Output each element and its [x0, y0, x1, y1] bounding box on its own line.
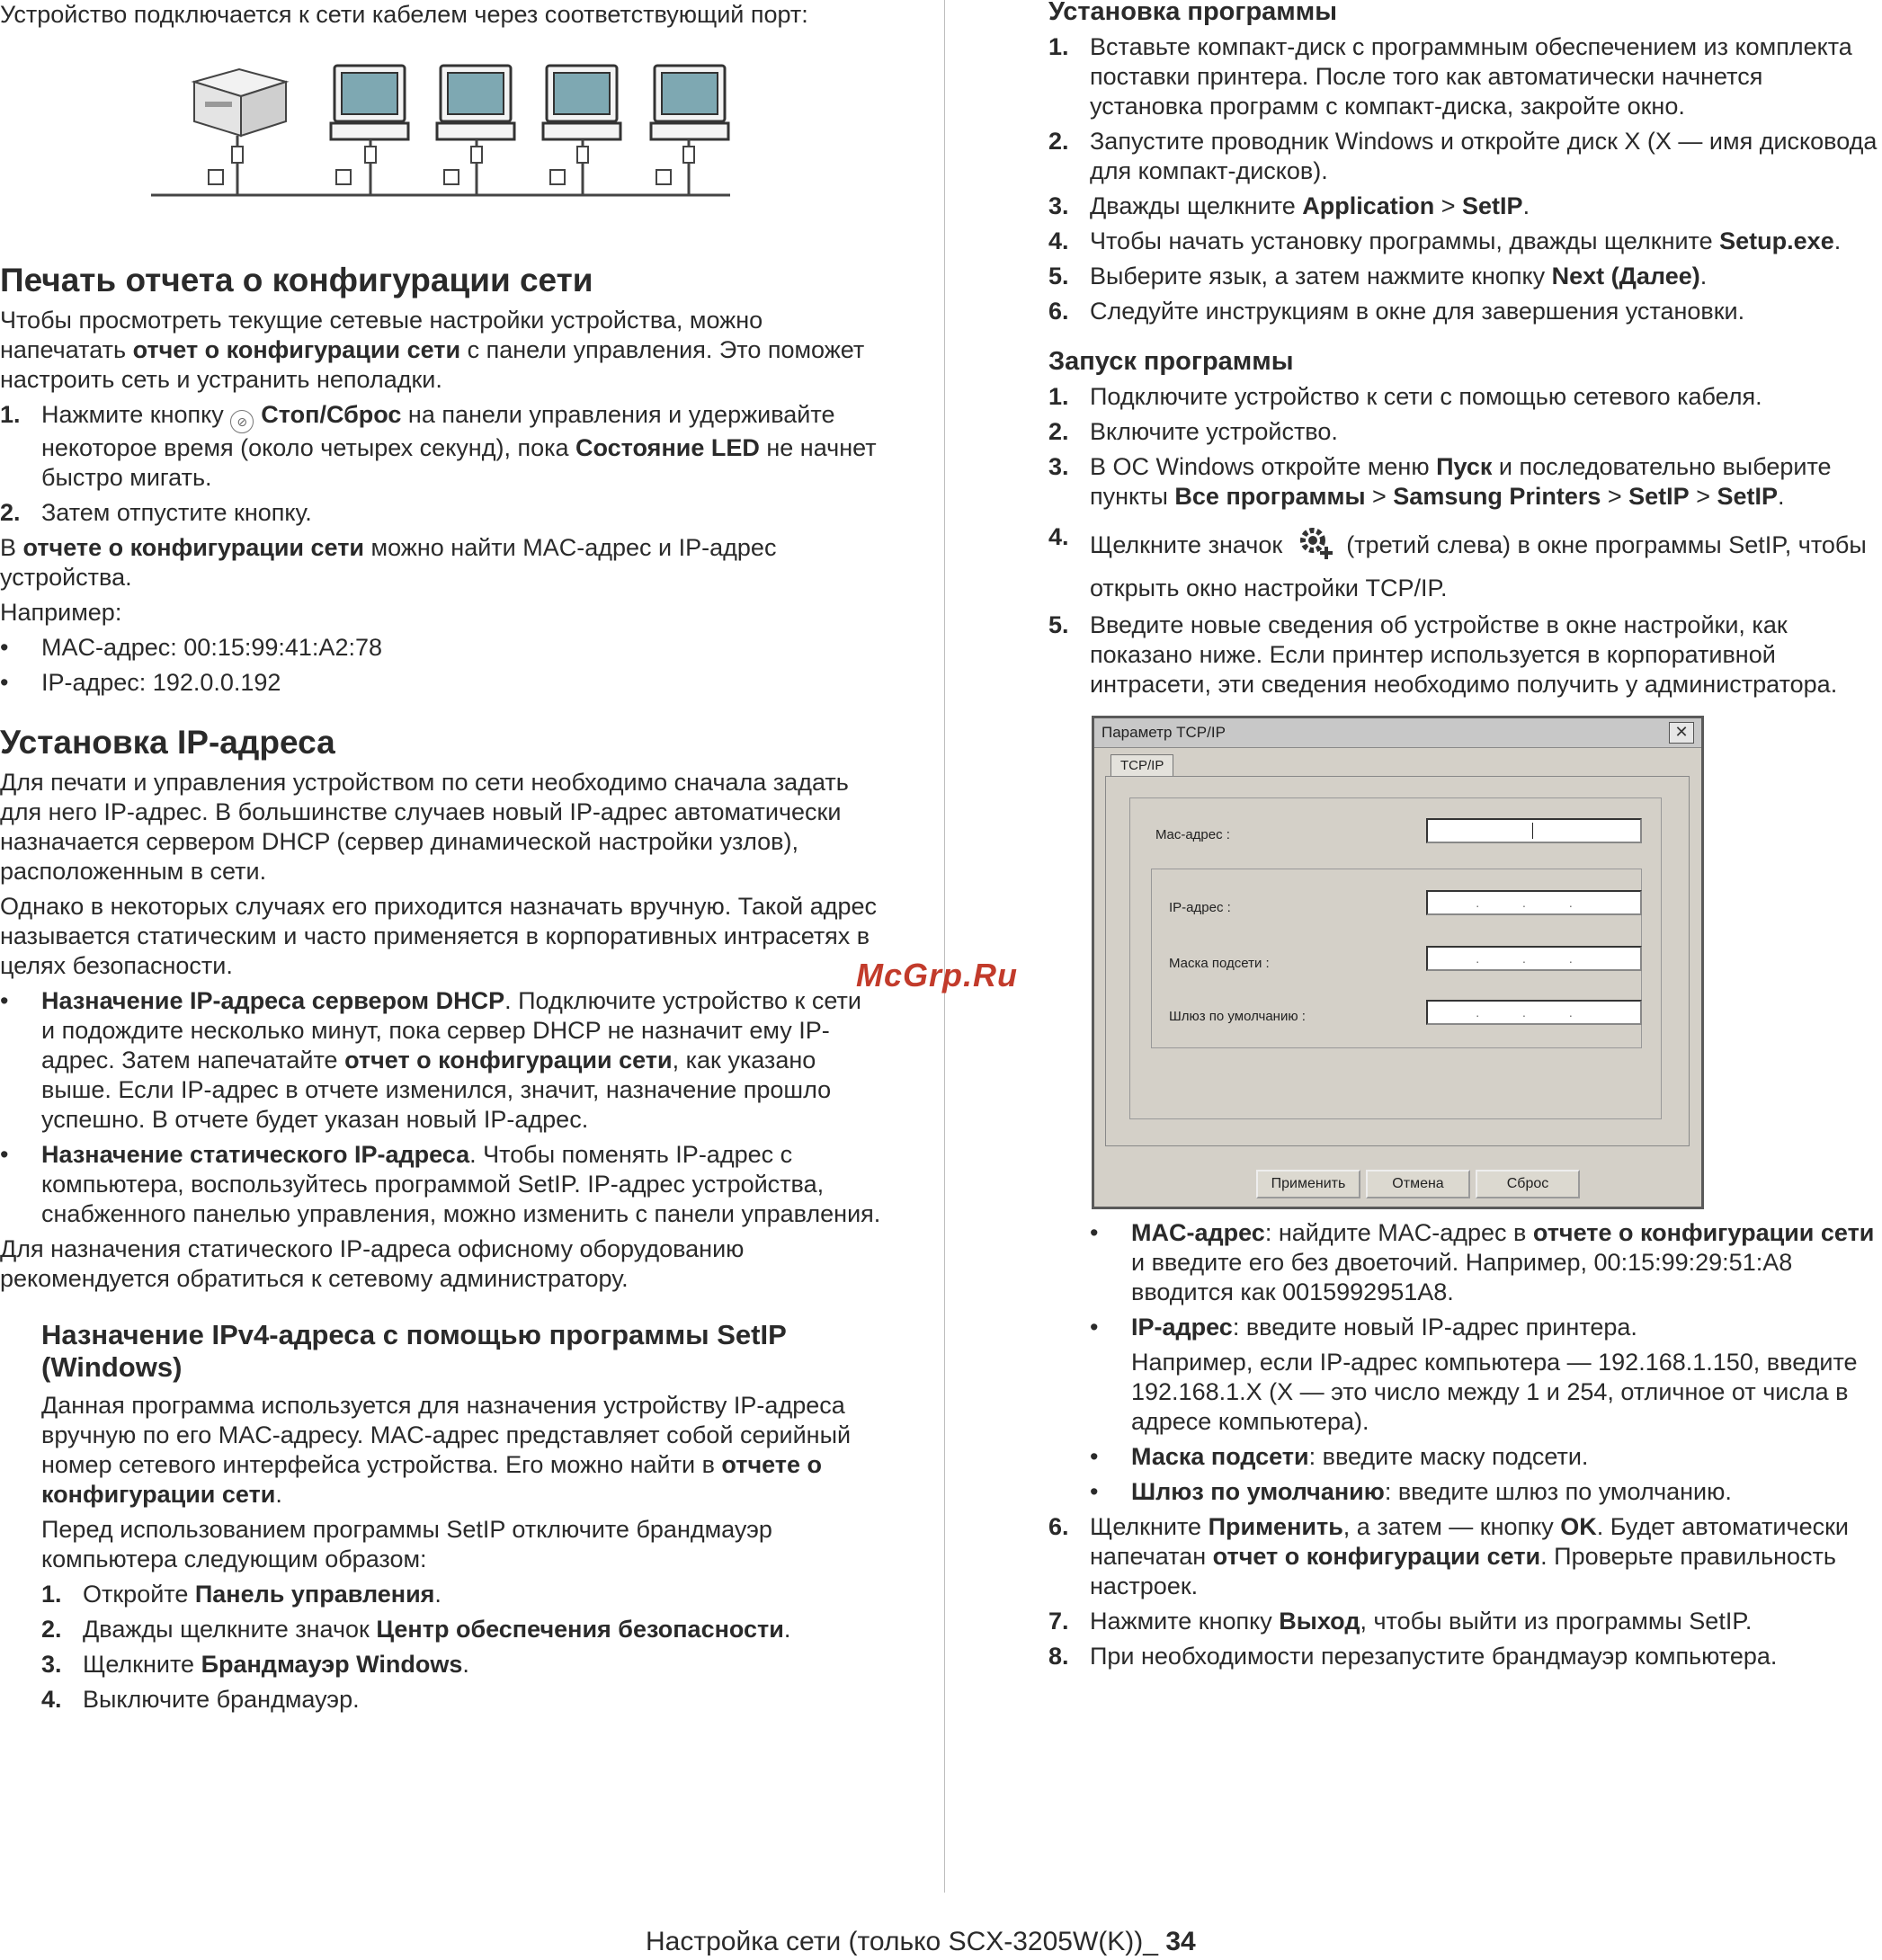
- paragraph: Например, если IP-адрес компьютера — 192.168.1.150, введите 192.168.1.X (X — это число между 1 и 254, отличное от числа в адресе компьютера).: [1131, 1349, 1858, 1435]
- network-diagram: [0, 46, 881, 239]
- list-item: 2. Дважды щелкните значок Центр обеспечения безопасности.: [41, 1616, 791, 1643]
- section-title-ip-setup: Установка IP-адреса: [0, 724, 335, 761]
- apply-button[interactable]: Применить: [1256, 1170, 1360, 1198]
- list-item: 3. Дважды щелкните Application > SetIP.: [1048, 192, 1530, 219]
- list-item: 6. Щелкните Применить, а затем — кнопку OK. Будет автоматически напечатан отчет о конфигурации сети. Проверьте правильность настроек.: [1048, 1513, 1849, 1599]
- list-item: • Маска подсети: введите маску подсети.: [1090, 1443, 1589, 1470]
- paragraph: Для назначения статического IP-адреса офисному оборудованию рекомендуется обратиться к сетевому администратору.: [0, 1235, 745, 1292]
- text-cursor: [1532, 823, 1533, 839]
- right-column: [1048, 0, 1880, 1677]
- cancel-button[interactable]: Отмена: [1366, 1170, 1470, 1198]
- reset-button[interactable]: Сброс: [1476, 1170, 1580, 1198]
- paragraph: Чтобы просмотреть текущие сетевые настройки устройства, можно напечатать отчет о конфигурации сети с панели управления. Это поможет настроить сеть и устранить неполадки.: [0, 307, 865, 393]
- list-item: • Назначение IP-адреса сервером DHCP. Подключите устройство к сети и подождите несколько минут, пока сервер DHCP не назначит ему IP-адрес. Затем напечатайте отчет о конфигурации сети, как указано выше. Если IP-адрес в отчете изменился, значит, назначение прошло успешно. В отчете будет указан новый IP-адрес.: [0, 987, 861, 1133]
- subnet-mask-input[interactable]: . . .: [1426, 946, 1642, 971]
- gateway-input[interactable]: . . .: [1426, 1000, 1642, 1025]
- stop-reset-icon: ⊘: [230, 410, 254, 433]
- list-item: 6. Следуйте инструкциям в окне для завершения установки.: [1048, 298, 1745, 325]
- section-title-run: Запуск программы: [1048, 347, 1294, 376]
- list-item: • Шлюз по умолчанию: введите шлюз по умолчанию.: [1090, 1478, 1732, 1505]
- paragraph: Например:: [0, 599, 122, 626]
- list-item: 5. Выберите язык, а затем нажмите кнопку Next (Далее).: [1048, 263, 1708, 290]
- ip-label: IP-адрес :: [1169, 900, 1231, 915]
- computer-icon-1: [331, 66, 408, 195]
- list-item: 2. Включите устройство.: [1048, 418, 1338, 445]
- list-item: 4. Щелкните значок (третий слева) в окне программы SetIP, чтобы открыть окно настройки TCP/IP.: [1048, 523, 1867, 601]
- list-item: 8. При необходимости перезапустите брандмауэр компьютера.: [1048, 1643, 1778, 1670]
- gateway-label: Шлюз по умолчанию :: [1169, 1009, 1306, 1024]
- page-footer: Настройка сети (только SCX-3205W(K))_ 34: [646, 1927, 1196, 1956]
- list-item: 2. Запустите проводник Windows и откройте диск X (X — имя дисковода для компакт-дисков).: [1048, 128, 1878, 184]
- list-item: 1. Откройте Панель управления.: [41, 1581, 442, 1608]
- list-item: 1. Вставьте компакт-диск с программным обеспечением из комплекта поставки принтера. После того как автоматически начнется установка программ с компакт-диска, закройте окно.: [1048, 33, 1852, 120]
- list-item: 3. В ОС Windows откройте меню Пуск и последовательно выберите пункты Все программы > Samsung Printers > SetIP > SetIP.: [1048, 453, 1832, 510]
- computer-icon-3: [543, 66, 620, 195]
- computer-icon-2: [437, 66, 514, 195]
- list-item: 4. Чтобы начать установку программы, дважды щелкните Setup.exe.: [1048, 227, 1842, 254]
- list-item: 1. Подключите устройство к сети с помощью сетевого кабеля.: [1048, 383, 1762, 410]
- mac-input[interactable]: [1426, 818, 1642, 843]
- port-icon: [209, 170, 223, 184]
- list-item: • Назначение статического IP-адреса. Чтобы поменять IP-адрес с компьютера, воспользуйтесь программой SetIP. IP-адрес устройства, снабженного панелью управления, можно изменить с панели управления.: [0, 1141, 881, 1227]
- paragraph: В отчете о конфигурации сети можно найти MAC-адрес и IP-адрес устройства.: [0, 534, 777, 591]
- list-item: • MAC-адрес: найдите MAC-адрес в отчете о конфигурации сети и введите его без двоеточий. Например, 00:15:99:29:51:A8 вводится как 0015992951A8.: [1090, 1219, 1875, 1305]
- subsection-setip: [41, 1319, 881, 1715]
- paragraph: Однако в некоторых случаях его приходится назначать вручную. Такой адрес называется статическим и часто применяется в корпоративных интрасетях в целях безопасности.: [0, 893, 878, 979]
- list-item: 4. Выключите брандмауэр.: [41, 1686, 360, 1713]
- tcpip-dialog: [1092, 716, 1704, 1209]
- list-item: 5. Введите новые сведения об устройстве в окне настройки, как показано ниже. Если принтер используется в корпоративной интрасети, эти сведения необходимо получить у администратора.: [1048, 611, 1838, 698]
- tab-tcpip[interactable]: TCP/IP: [1110, 754, 1173, 777]
- list-item: 1. Нажмите кнопку ⊘ Стоп/Сброс на панели управления и удерживайте некоторое время (около четырех секунд), пока Состояние LED не начнет быстро мигать.: [0, 401, 877, 491]
- list-item: 3. Щелкните Брандмауэр Windows.: [41, 1651, 469, 1678]
- column-divider: [944, 0, 945, 1893]
- subnet-mask-label: Маска подсети :: [1169, 956, 1270, 971]
- section-title-install: Установка программы: [1048, 0, 1337, 26]
- list-item: • IP-адрес: введите новый IP-адрес принтера.: [1090, 1314, 1637, 1341]
- intro-text: Устройство подключается к сети кабелем через соответствующий порт:: [0, 1, 808, 28]
- mac-label: Mac-адрес :: [1155, 827, 1230, 842]
- field-descriptions: [1090, 1218, 1880, 1507]
- paragraph: Перед использованием программы SetIP отключите брандмауэр компьютера следующим образом:: [41, 1516, 772, 1572]
- page-number: 34: [1165, 1927, 1196, 1956]
- list-item: 7. Нажмите кнопку Выход, чтобы выйти из программы SetIP.: [1048, 1608, 1753, 1635]
- list-item: • IP-адрес: 192.0.0.192: [0, 669, 281, 696]
- left-column: [0, 0, 881, 1720]
- gear-plus-icon: [1295, 522, 1334, 571]
- paragraph: Данная программа используется для назначения устройству IP-адреса вручную по его MAC-адресу. MAC-адрес представляет собой серийный номер сетевого интерфейса устройства. Его можно найти в отчете о конфигурации сети.: [41, 1392, 852, 1508]
- computer-icon-4: [651, 66, 728, 195]
- ip-input[interactable]: . . .: [1426, 890, 1642, 915]
- watermark: McGrp.Ru: [856, 957, 1019, 993]
- subsection-title: Назначение IPv4-адреса с помощью программы SetIP (Windows): [41, 1319, 787, 1383]
- list-item: 2. Затем отпустите кнопку.: [0, 499, 312, 526]
- dialog-panel: [1105, 776, 1690, 1146]
- close-icon[interactable]: ✕: [1669, 722, 1694, 744]
- paragraph: Для печати и управления устройством по сети необходимо сначала задать для него IP-адрес. В большинстве случаев новый IP-адрес автоматически назначается сервером DHCP (сервер динамической настройки узлов), расположенным в сети.: [0, 769, 849, 885]
- dialog-title: Параметр TCP/IP: [1094, 718, 1701, 748]
- list-item: • MAC-адрес: 00:15:99:41:A2:78: [0, 634, 382, 661]
- section-title-network-report: Печать отчета о конфигурации сети: [0, 262, 593, 298]
